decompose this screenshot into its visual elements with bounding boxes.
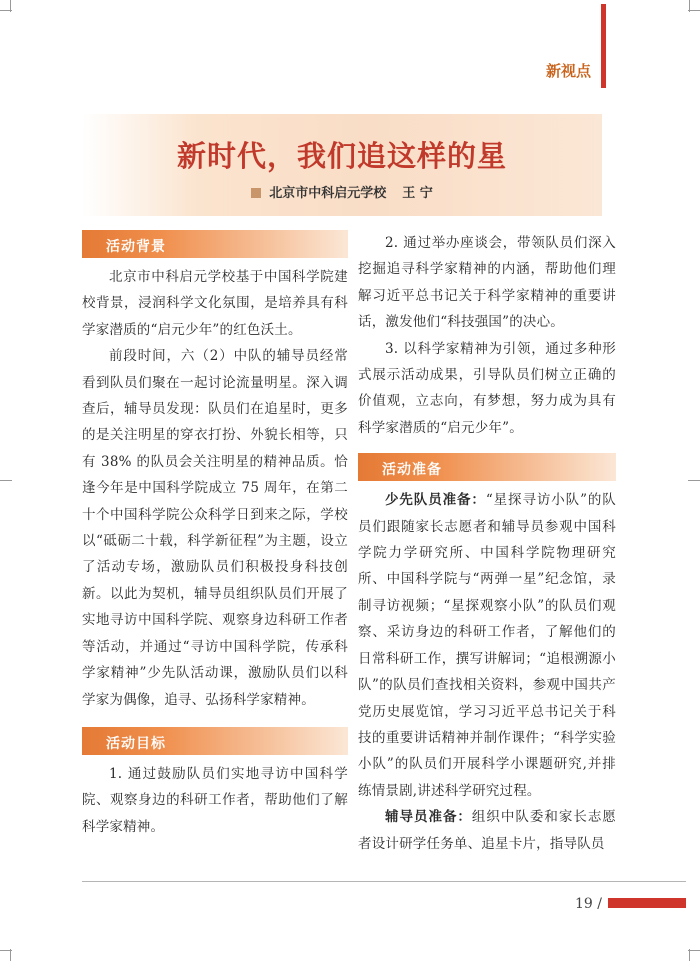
registration-mark [688,480,700,481]
byline-author: 王 宁 [402,186,433,201]
byline-school: 北京市中科启元学校 [269,186,387,201]
byline [82,182,602,201]
section-heading: 活动背景 [82,230,348,258]
item-label: 少先队员准备： [385,492,486,509]
paragraph: 2. 通过举办座谈会，带领队员们深入挖掘追寻科学家精神的内涵，帮助他们理解习近平总书记关于科学家精神的重要讲话，激发他们“科技强国”的决心。 [358,235,616,331]
paragraph [358,804,616,857]
right-column [358,230,616,857]
page-number: 19 / [575,896,602,912]
article-title: 新时代，我们追这样的星 [176,139,507,173]
paragraph [358,487,616,804]
crop-mark [10,949,11,961]
left-column [82,230,348,840]
item-text: 组织中队委和家长志愿者设计研学任务单、追星卡片，指导队员 [358,809,616,852]
paragraph: 3. 以科学家精神为引领，通过多种形式展示活动成果，引导队员们树立正确的价值观，立志向，有梦想，努力成为具有科学家潜质的“启元少年”。 [358,340,616,436]
registration-mark [0,480,12,481]
title-band [82,114,602,216]
paragraph: 前段时间，六（2）中队的辅导员经常看到队员们聚在一起讨论流量明星。深入调查后，辅导员发现：队员们在追星时，更多的是关注明星的穿衣打扮、外貌长相等，只有 38% 的队员会关注明星的精神品质。恰逢今年是中国科学院成立 75 周年，在第二十个中国科学院公众科学日到来之际，学校以“砥砺二十载，科学新征程”为主题，设立了活动专场，激励队员们积极投身科技创新。以此为契机，辅导员组织队员们开展了实地寻访中国科学院、观察身边科研工作者等活动，并通过“寻访中国科学院，传承科学家精神”少先队活动课，激励队员们以科学家为偶像，追寻、弘扬科学家精神。 [82,348,348,708]
byline-square-icon [251,188,261,198]
item-label: 辅导员准备： [385,809,472,826]
section-label: 新视点 [546,62,592,80]
section-accent-bar [601,4,606,88]
section-heading: 活动目标 [82,727,348,755]
crop-mark [689,949,690,961]
item-text: “星探寻访小队”的队员们跟随家长志愿者和辅导员参观中国科学院力学研究所、中国科学院物理研究所、中国科学院与“两弹一星”纪念馆，录制寻访视频；“星探观察小队”的队员们观察、采访身边的科研工作者，了解他们的日常科研工作，撰写讲解词；“追根溯源小队”的队员们查找相关资料，参观中国共产党历史展览馆，学习习近平总书记关于科技的重要讲话精神并制作课件；“科学实验小队”的队员们开展科学小课题研究,并排练情景剧,讲述科学研究过程。 [358,492,616,799]
paragraph: 1. 通过鼓励队员们实地寻访中国科学院、观察身边的科研工作者，帮助他们了解科学家精神。 [82,765,348,835]
paragraph: 北京市中科启元学校基于中国科学院建校背景，浸润科学文化氛围，是培养具有科学家潜质的“启元少年”的红色沃土。 [82,269,348,338]
section-heading: 活动准备 [358,453,616,481]
footer-divider [82,881,686,882]
footer-accent-bar [608,898,686,908]
crop-mark [689,0,690,12]
crop-mark [10,0,11,12]
